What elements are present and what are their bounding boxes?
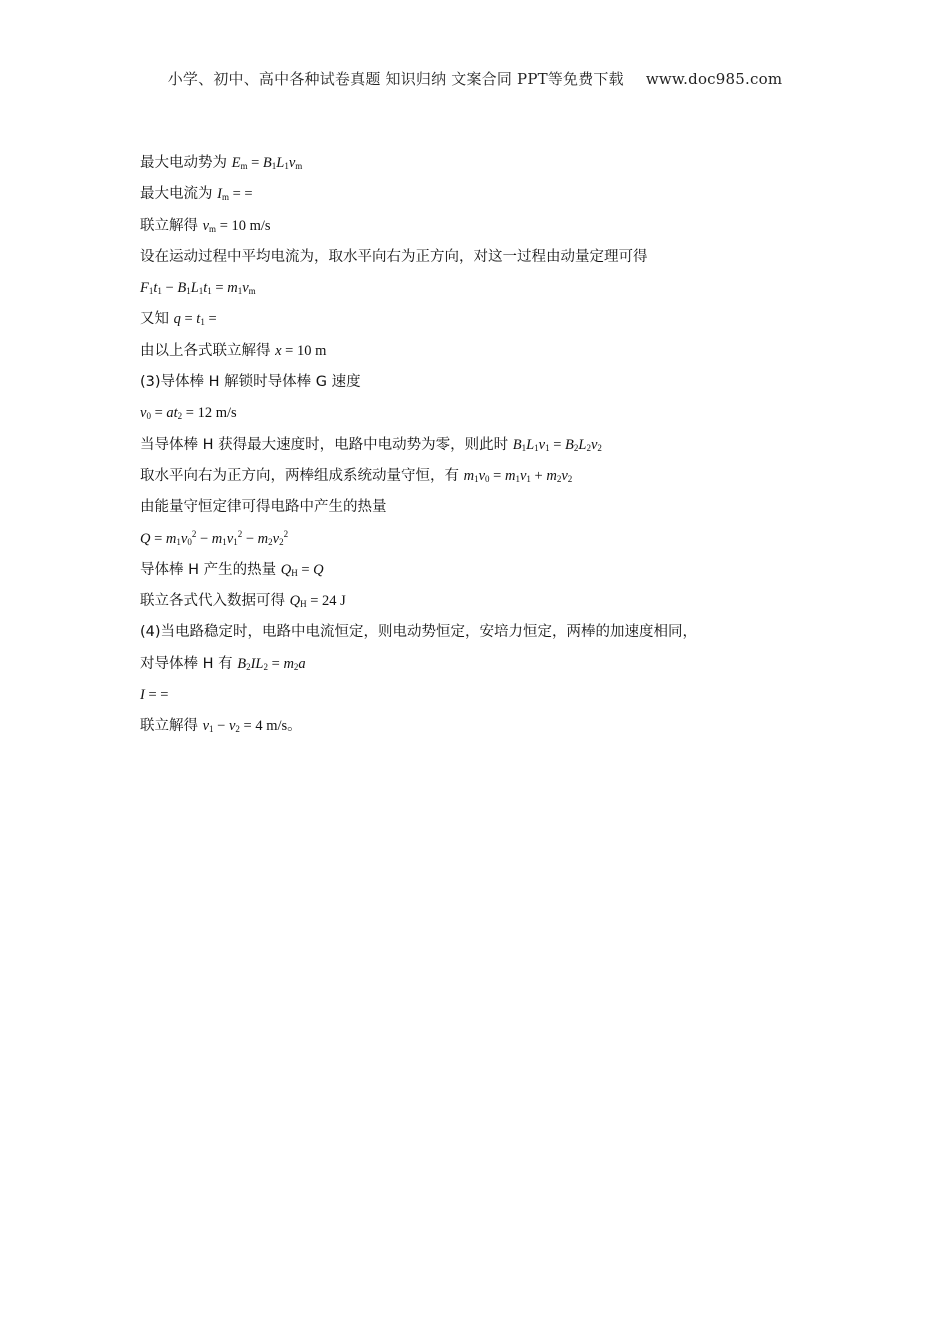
header-site-url[interactable]: www.doc985.com <box>645 70 783 88</box>
formula: $v_1 - v_2 = 4$ m/s。 <box>202 718 302 735</box>
formula: $Q_H = Q$ <box>280 561 324 578</box>
formula: $Q = m_1v_0^2 - m_1v_1^2 - m_2v_2^2$ <box>140 528 289 547</box>
formula: x = 10 m <box>275 342 327 359</box>
solution-content <box>140 150 820 745</box>
formula: $I_m$ = = <box>217 186 253 203</box>
line-solve-x: 由以上各式联立解得 x = 10 m <box>140 342 327 359</box>
line-max-emf: 最大电动势为 $E_m = B_1L_1v_m$ <box>140 155 303 171</box>
line-final-answer: 联立解得 $v_1 - v_2 = 4$ m/s。 <box>140 718 302 735</box>
line-heat-h: 导体棒 H 产生的热量 $Q_H = Q$ <box>140 561 324 578</box>
line-solve-vm: 联立解得 $v_m = 10$ m/s <box>140 217 271 234</box>
line-part4-heading: (4)当电路稳定时，电路中电流恒定，则电动势恒定，安培力恒定，两棒的加速度相同， <box>140 624 698 641</box>
line-momentum-theorem: 设在运动过程中平均电流为，取水平向右为正方向，对这一过程由动量定理可得 <box>140 248 648 265</box>
line-energy-conservation: 由能量守恒定律可得电路中产生的热量 <box>140 499 387 516</box>
line-zero-emf: 当导体棒 H 获得最大速度时，电路中电动势为零，则此时 $B_1L_1v_1 = B_2L_2v_2$ <box>140 436 602 453</box>
page-header <box>0 68 950 89</box>
line-heat-result: 联立各式代入数据可得 $Q_H = 24$ J <box>140 593 346 610</box>
formula: $q = t_1$ = <box>173 311 217 328</box>
line-impulse-equation <box>140 275 820 306</box>
line-part3-heading: (3)导体棒 H 解锁时导体棒 G 速度 <box>140 374 361 391</box>
line-v0 <box>140 400 820 431</box>
formula: $B_2IL_2 = m_2a$ <box>237 655 306 672</box>
formula: $B_1L_1v_1 = B_2L_2v_2$ <box>512 436 602 453</box>
formula: $m_1v_0 = m_1v_1 + m_2v_2$ <box>463 467 573 484</box>
header-banner: 小学、初中、高中各种试卷真题 知识归纳 文案合同 PPT等免费下载 <box>167 70 624 88</box>
formula: $v_m = 10$ m/s <box>202 217 271 234</box>
formula: $v_0 = at_2 = 12$ m/s <box>140 405 237 422</box>
formula: I = = <box>140 687 169 704</box>
line-charge: 又知 $q = t_1$ = <box>140 311 217 328</box>
formula: $F_1t_1 - B_1L_1t_1 = m_1v_m$ <box>140 280 256 297</box>
formula: $Q_H = 24$ J <box>289 593 346 610</box>
line-heat-equation <box>140 526 820 557</box>
line-newton-h: 对导体棒 H 有 $B_2IL_2 = m_2a$ <box>140 655 306 672</box>
line-current <box>140 682 820 713</box>
line-max-current: 最大电流为 $I_m$ = = <box>140 186 253 203</box>
formula: $E_m = B_1L_1v_m$ <box>231 155 303 171</box>
line-momentum-conservation: 取水平向右为正方向，两棒组成系统动量守恒，有 $m_1v_0 = m_1v_1 + m_2v_2$ <box>140 467 573 484</box>
